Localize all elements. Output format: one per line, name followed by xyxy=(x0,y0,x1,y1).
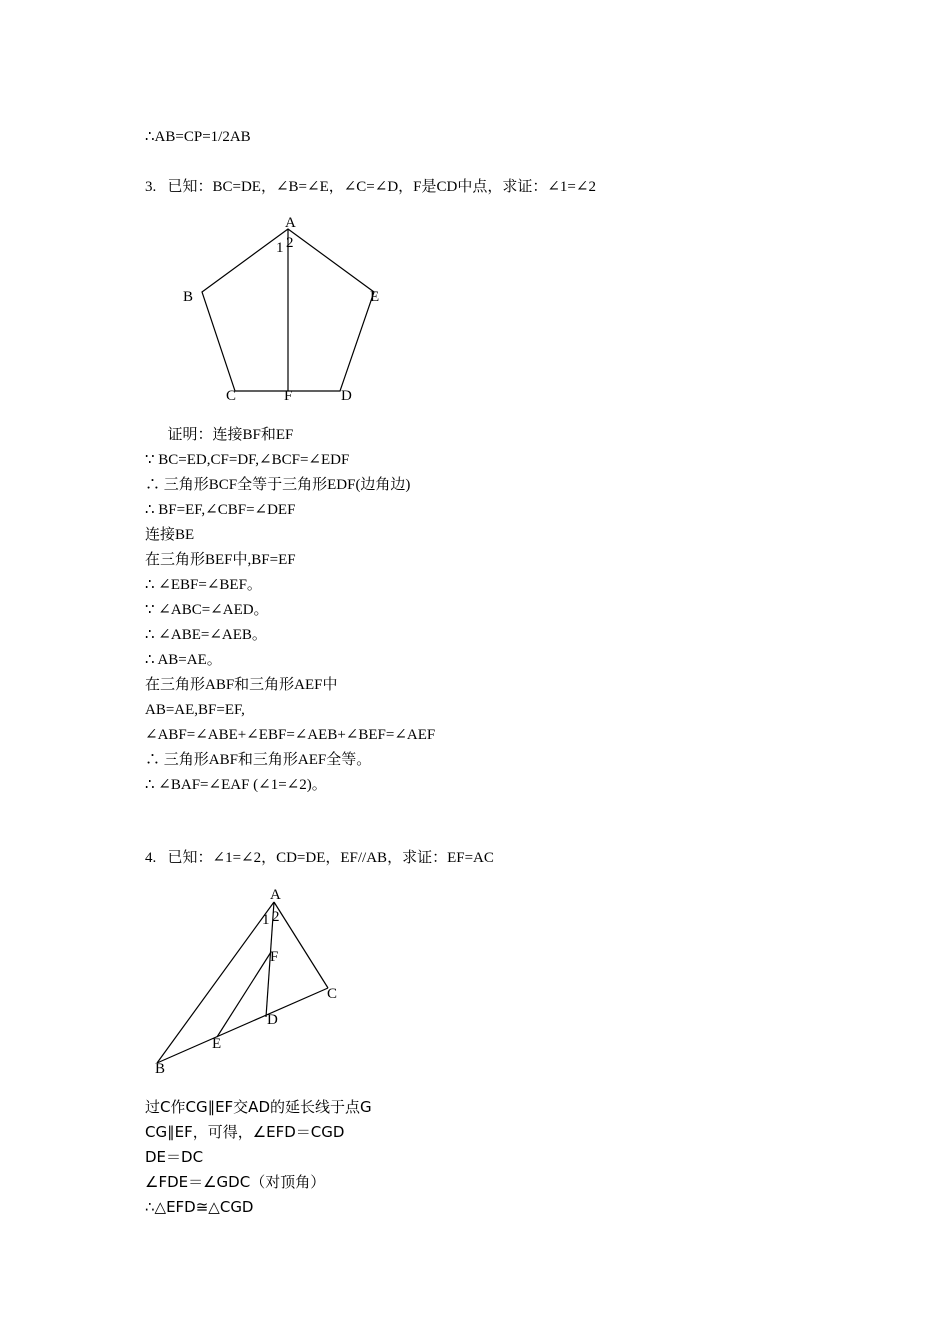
segment-AC xyxy=(274,902,328,988)
problem3-proof-line-6: 在三角形BEF中,BF=EF xyxy=(145,552,296,568)
problem4-proof-line-1: 过C作CG∥EF交AD的延长线于点G xyxy=(145,1098,372,1116)
problem3-statement: 3. 已知：BC=DE，∠B=∠E，∠C=∠D，F是CD中点，求证：∠1=∠2 xyxy=(145,179,596,195)
problem3-proof-line-7: ∴ ∠EBF=∠BEF。 xyxy=(145,577,262,593)
label-B: B xyxy=(183,289,194,305)
problem3-proof-line-1: 证明：连接BF和EF xyxy=(145,427,294,443)
problem3-proof-line-2: ∵ BC=ED,CF=DF,∠BCF=∠EDF xyxy=(145,452,350,468)
label-B: B xyxy=(155,1061,166,1077)
problem3-proof-line-5: 连接BE xyxy=(145,527,195,543)
intro-line: ∴AB=CP=1/2AB xyxy=(145,129,251,145)
problem3-proof-line-3: ∴ 三角形BCF全等于三角形EDF(边角边) xyxy=(145,477,411,493)
segment-BC xyxy=(157,988,328,1063)
problem3-proof-line-15: ∴ ∠BAF=∠EAF (∠1=∠2)。 xyxy=(145,777,327,793)
problem3-proof-line-10: ∴ AB=AE。 xyxy=(145,652,222,668)
problem3-proof-line-9: ∴ ∠ABE=∠AEB。 xyxy=(145,627,267,643)
problem3-proof-line-11: 在三角形ABF和三角形AEF中 xyxy=(145,677,338,693)
label-2: 2 xyxy=(272,909,280,925)
problem3-proof-line-8: ∵ ∠ABC=∠AED。 xyxy=(145,602,269,618)
label-D: D xyxy=(341,388,352,404)
label-E: E xyxy=(370,289,380,305)
label-F: F xyxy=(270,949,279,965)
label-A: A xyxy=(270,887,281,903)
problem3-proof-line-12: AB=AE,BF=EF, xyxy=(145,702,245,718)
problem4-proof-line-5: ∴△EFD≅△CGD xyxy=(145,1198,254,1216)
label-C: C xyxy=(226,388,237,404)
problem4-statement: 4. 已知：∠1=∠2，CD=DE，EF//AB，求证：EF=AC xyxy=(145,850,494,866)
problem3-proof-line-13: ∠ABF=∠ABE+∠EBF=∠AEB+∠BEF=∠AEF xyxy=(145,727,436,743)
label-A: A xyxy=(285,215,296,231)
label-2: 2 xyxy=(286,235,294,251)
label-C: C xyxy=(327,986,338,1002)
label-1: 1 xyxy=(276,240,284,256)
problem4-proof-line-3: DE＝DC xyxy=(145,1148,204,1166)
problem3-proof-line-4: ∴ BF=EF,∠CBF=∠DEF xyxy=(145,502,296,518)
label-F: F xyxy=(284,388,293,404)
problem4-proof-line-4: ∠FDE＝∠GDC（对顶角） xyxy=(145,1173,326,1191)
label-E: E xyxy=(212,1036,222,1052)
problem3-proof-line-14: ∴ 三角形ABF和三角形AEF全等。 xyxy=(145,752,372,768)
problem4-proof-line-2: CG∥EF，可得，∠EFD＝CGD xyxy=(145,1123,345,1141)
label-D: D xyxy=(267,1012,278,1028)
label-1: 1 xyxy=(262,912,270,928)
